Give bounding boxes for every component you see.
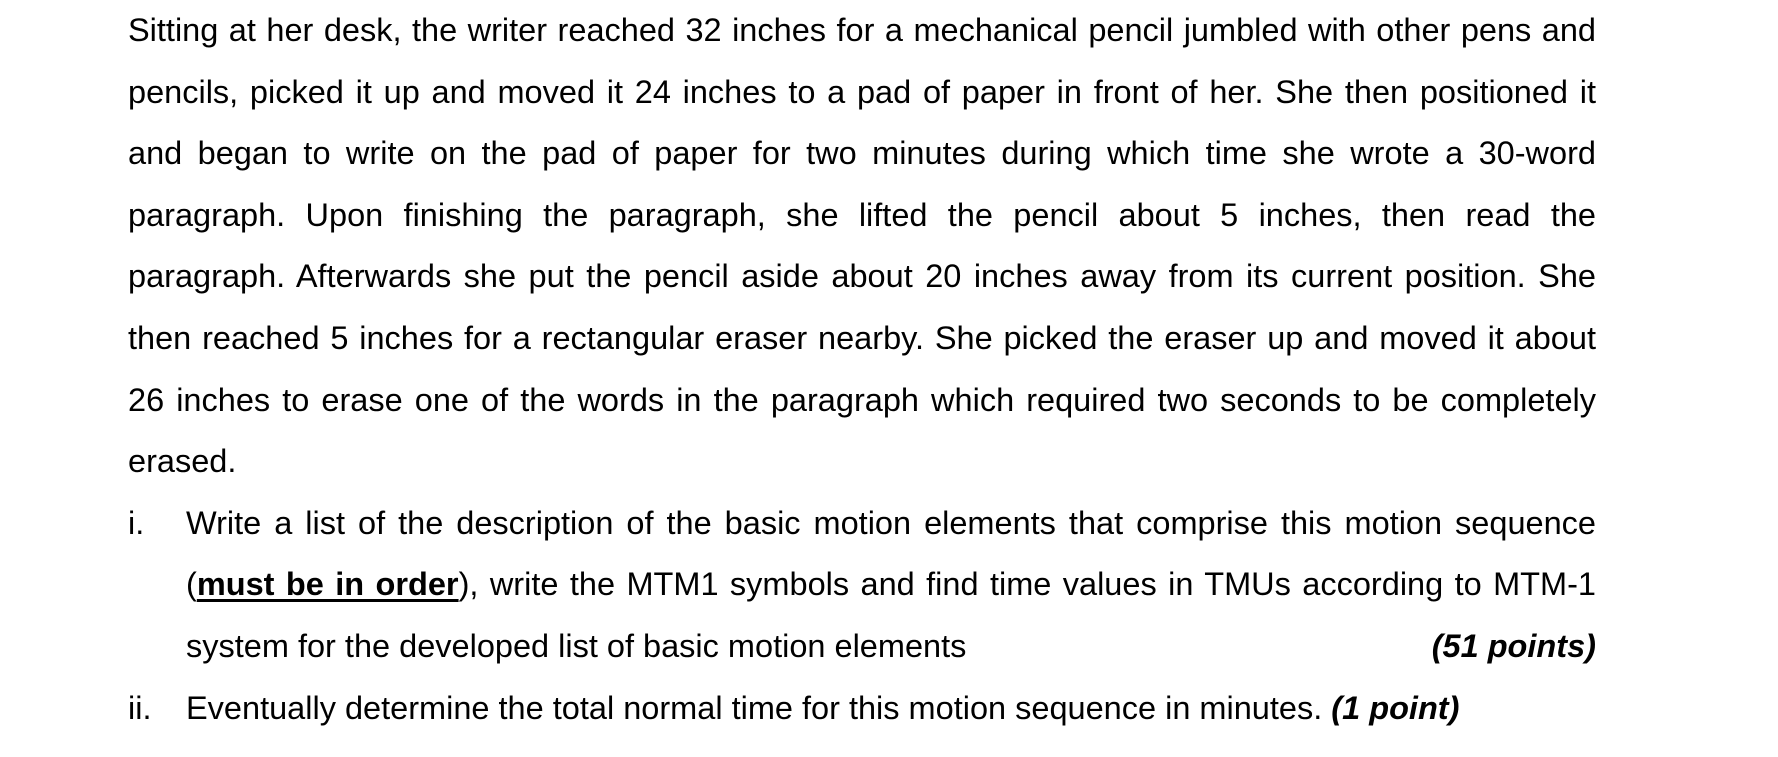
question-text-after: ), write the MTM1 symbols and find time values in TMUs according to MTM-1 system for the developed list of basic motion elements	[186, 566, 1596, 664]
document-body	[128, 0, 1596, 739]
question-text	[186, 493, 1596, 678]
order-emphasis: must be in order	[196, 566, 459, 603]
question-item-ii	[128, 678, 1596, 740]
question-item-i	[128, 493, 1596, 678]
points-label: (51 points)	[1431, 627, 1596, 664]
question-text	[186, 678, 1596, 740]
points-label: (1 point)	[1331, 689, 1460, 726]
item-marker: ii.	[128, 689, 152, 726]
question-text-before: Write a list of the description of the basic motion elements that comprise this motion sequence (	[186, 504, 1596, 603]
question-text-main: Eventually determine the total normal time for this motion sequence in minutes.	[186, 689, 1323, 726]
problem-paragraph: Sitting at her desk, the writer reached 32 inches for a mechanical pencil jumbled with other pens and pencils, picked it up and moved it 24 inches to a pad of paper in front of her. She then positioned it and began to write on the pad of paper for two minutes during which time she wrote a 30-word paragraph. Upon finishing the paragraph, she lifted the pencil about 5 inches, then read the paragraph. Afterwards she put the pencil aside about 20 inches away from its current position. She then reached 5 inches for a rectangular eraser nearby. She picked the eraser up and moved it about 26 inches to erase one of the words in the paragraph which required two seconds to be completely erased.	[128, 12, 1596, 480]
item-marker: i.	[128, 504, 145, 541]
question-list	[128, 493, 1596, 739]
